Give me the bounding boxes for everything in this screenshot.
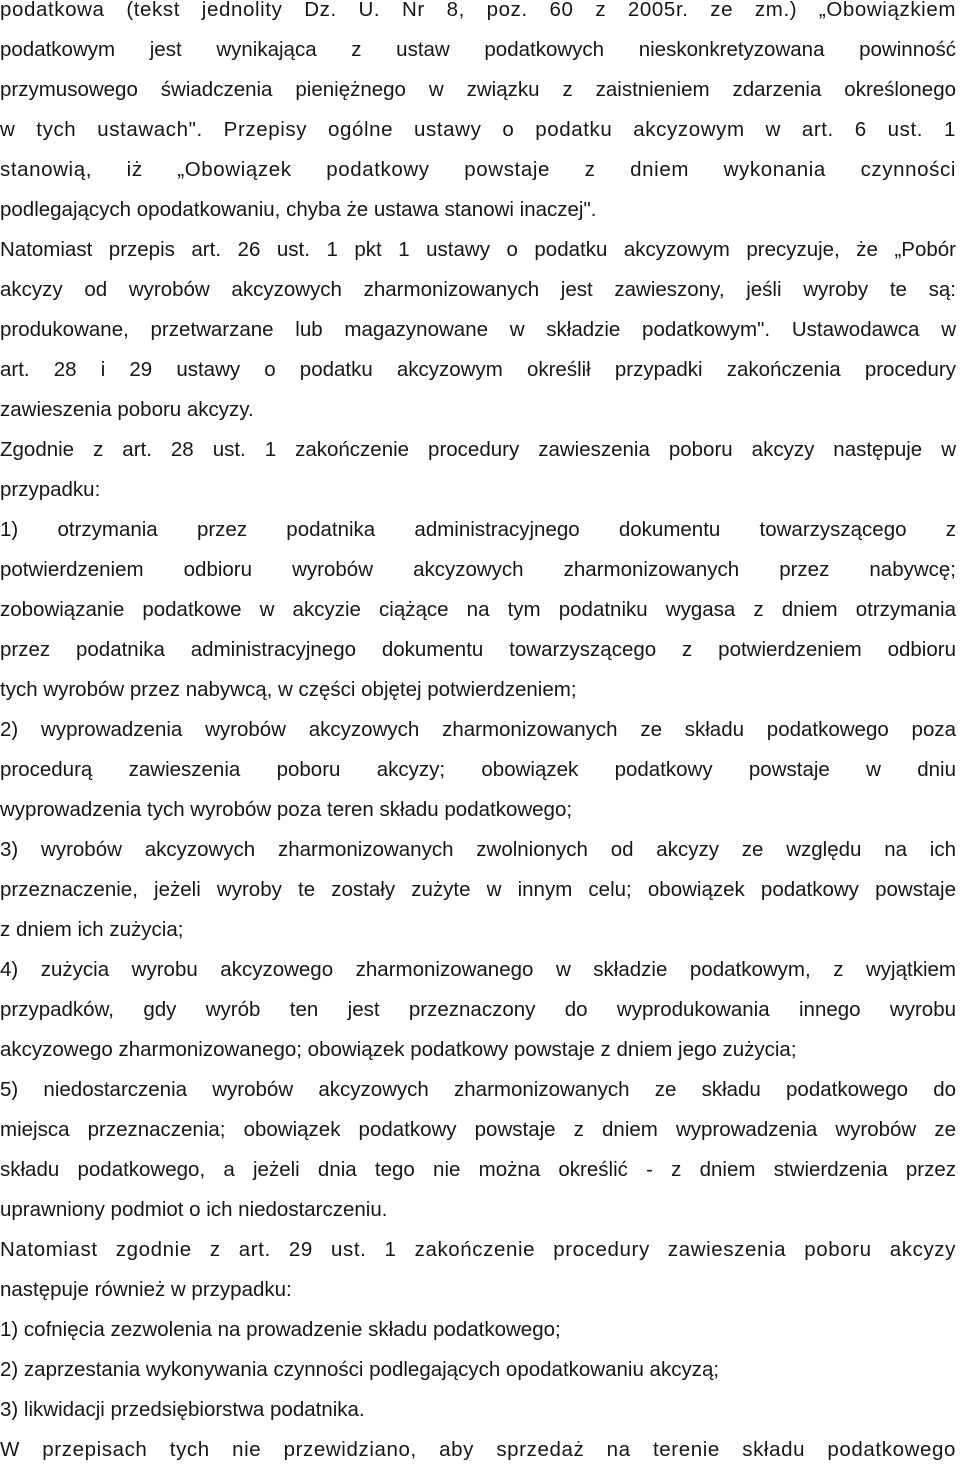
text-line: procedurą zawieszenia poboru akcyzy; obowiązek podatkowy powstaje w dniu — [0, 758, 956, 781]
text-line: Zgodnie z art. 28 ust. 1 zakończenie procedury zawieszenia poboru akcyzy następuje w — [0, 438, 956, 461]
text-line: W przepisach tych nie przewidziano, aby sprzedaż na terenie składu podatkowego — [0, 1438, 956, 1461]
text-line: potwierdzeniem odbioru wyrobów akcyzowych zharmonizowanych przez nabywcę; — [0, 558, 956, 581]
text-line: akcyzowego zharmonizowanego; obowiązek podatkowy powstaje z dniem jego zużycia; — [0, 1038, 797, 1061]
text-line: przypadków, gdy wyrób ten jest przeznaczony do wyprodukowania innego wyrobu — [0, 998, 956, 1021]
text-line: zobowiązanie podatkowe w akcyzie ciążące na tym podatniku wygasa z dniem otrzymania — [0, 598, 956, 621]
text-line: wyprowadzenia tych wyrobów poza teren składu podatkowego; — [0, 798, 573, 821]
text-line: 1) otrzymania przez podatnika administracyjnego dokumentu towarzyszącego z — [0, 518, 956, 541]
text-line: tych wyrobów przez nabywcą, w części objętej potwierdzeniem; — [0, 678, 577, 701]
text-line: 4) zużycia wyrobu akcyzowego zharmonizowanego w składzie podatkowym, z wyjątkiem — [0, 958, 956, 981]
text-line: przeznaczenie, jeżeli wyroby te zostały zużyte w innym celu; obowiązek podatkowy powstaje — [0, 878, 956, 901]
text-line: w tych ustawach". Przepisy ogólne ustawy o podatku akcyzowym w art. 6 ust. 1 — [0, 118, 956, 141]
text-line: stanowią, iż „Obowiązek podatkowy powstaje z dniem wykonania czynności — [0, 158, 956, 181]
text-line: art. 28 i 29 ustawy o podatku akcyzowym określił przypadki zakończenia procedury — [0, 358, 956, 381]
text-line: składu podatkowego, a jeżeli dnia tego nie można określić - z dniem stwierdzenia przez — [0, 1158, 956, 1181]
text-line: akcyzy od wyrobów akcyzowych zharmonizowanych jest zawieszony, jeśli wyroby te są: — [0, 278, 956, 301]
text-line: 2) wyprowadzenia wyrobów akcyzowych zharmonizowanych ze składu podatkowego poza — [0, 718, 956, 741]
text-line: Natomiast zgodnie z art. 29 ust. 1 zakończenie procedury zawieszenia poboru akcyzy — [0, 1238, 956, 1261]
text-line: następuje również w przypadku: — [0, 1278, 292, 1301]
text-line: przez podatnika administracyjnego dokumentu towarzyszącego z potwierdzeniem odbioru — [0, 638, 956, 661]
text-line: podlegających opodatkowaniu, chyba że ustawa stanowi inaczej". — [0, 198, 597, 221]
text-line: podatkowym jest wynikająca z ustaw podatkowych nieskonkretyzowana powinność — [0, 38, 956, 61]
text-line: 1) cofnięcia zezwolenia na prowadzenie składu podatkowego; — [0, 1318, 561, 1341]
text-line: 3) wyrobów akcyzowych zharmonizowanych zwolnionych od akcyzy ze względu na ich — [0, 838, 956, 861]
text-line: zawieszenia poboru akcyzy. — [0, 398, 254, 421]
text-line: przypadku: — [0, 478, 101, 501]
text-line: uprawniony podmiot o ich niedostarczeniu. — [0, 1198, 388, 1221]
text-line: 5) niedostarczenia wyrobów akcyzowych zharmonizowanych ze składu podatkowego do — [0, 1078, 956, 1101]
text-line: 3) likwidacji przedsiębiorstwa podatnika. — [0, 1398, 365, 1421]
text-line: Natomiast przepis art. 26 ust. 1 pkt 1 ustawy o podatku akcyzowym precyzuje, że „Pobór — [0, 238, 956, 261]
text-line: produkowane, przetwarzane lub magazynowane w składzie podatkowym". Ustawodawca w — [0, 318, 956, 341]
text-line: z dniem ich zużycia; — [0, 918, 184, 941]
text-line: podatkowa (tekst jednolity Dz. U. Nr 8, poz. 60 z 2005r. ze zm.) „Obowiązkiem — [0, 0, 956, 21]
text-line: miejsca przeznaczenia; obowiązek podatkowy powstaje z dniem wyprowadzenia wyrobów ze — [0, 1118, 956, 1141]
text-line: przymusowego świadczenia pieniężnego w związku z zaistnieniem zdarzenia określonego — [0, 78, 956, 101]
text-line: 2) zaprzestania wykonywania czynności podlegających opodatkowaniu akcyzą; — [0, 1358, 720, 1381]
